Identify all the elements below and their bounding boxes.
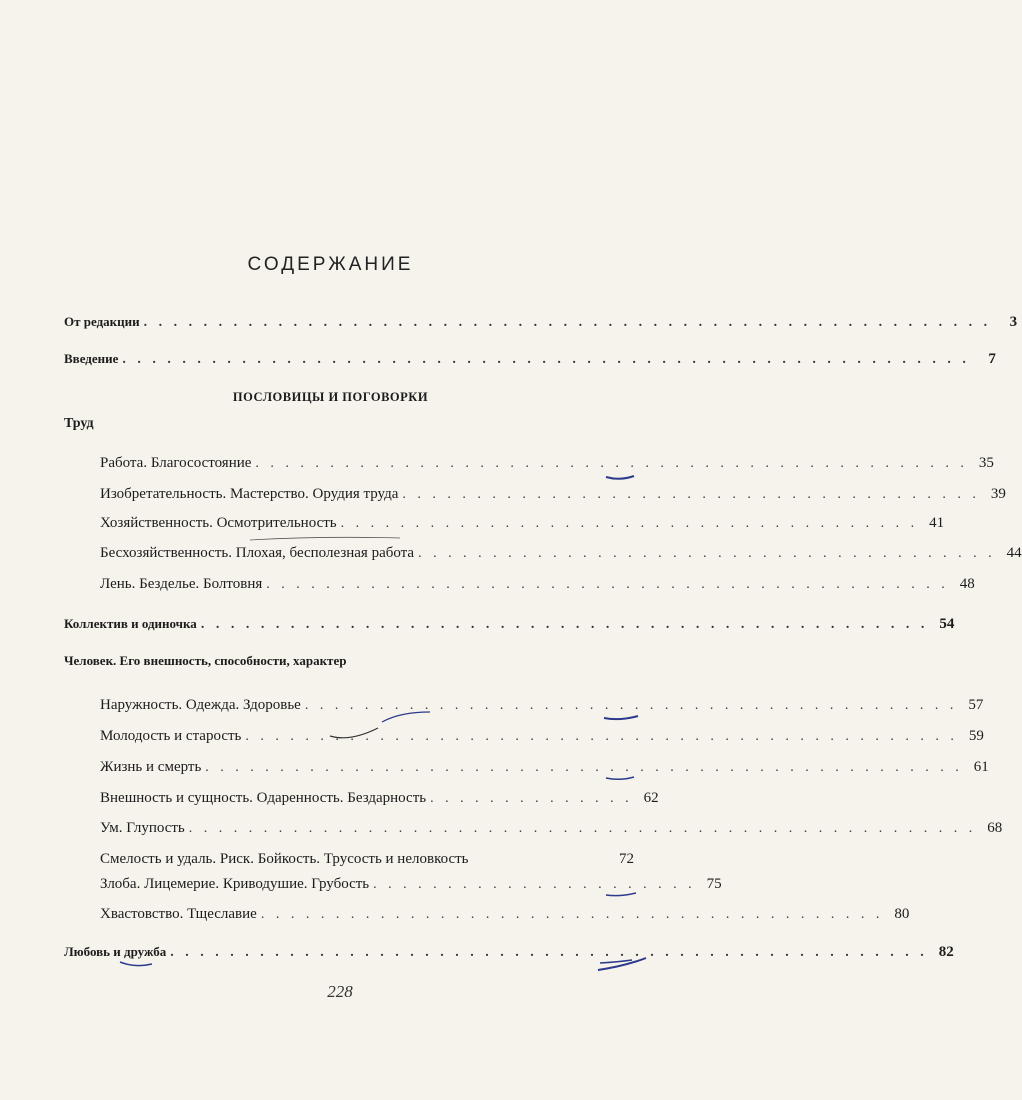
toc-entry[interactable] [64,314,1018,331]
leader-dots: . . . . . . . . . . . . . . . . . . . . . . . . . . . . . . . . . . . . . . . . . . . . . . . . . . . . . . . . . [143,315,992,330]
toc-entry-page: 82 [938,944,954,960]
toc-entry-page: 72 [619,851,634,867]
toc-entry-page: 75 [706,876,722,892]
toc-entry-label: Внешность и сущность. Одаренность. Бездарность [100,790,427,806]
leader-dots: . . . . . . . . . . . . . . . . . . . . . . . . . . . . . . . . . . . . . . . . . . . . . . . . [245,729,958,744]
toc-entry-label: Введение [64,351,119,366]
leader-dots: . . . . . . . . . . . . . . . . . . . . . . . . . . . . . . . . . . . . . . . . . . . . . . . . . [200,617,929,632]
leader-dots: . . . . . . . . . . . . . . . . . . . . . . . . . . . . . . . . . . . . . . . [402,487,980,502]
toc-entry-label: Смелость и удаль. Риск. Бойкость. Трусость и неловкость [100,851,469,867]
toc-entry[interactable] [100,728,984,745]
leader-dots: . . . . . . . . . . . . . . . . . . . . . . . . . . . . . . . . . . . . . . . [340,516,919,531]
underline-mark [606,893,636,896]
toc-entry-page: 57 [968,697,984,713]
toc-entry-page: 61 [973,759,989,775]
toc-entry-label: Изобретательность. Мастерство. Орудия труда [100,486,399,502]
toc-entry-page: 68 [987,820,1003,836]
toc-entry[interactable] [64,616,955,633]
leader-dots: . . . . . . . . . . . . . . . . . . . . . . . . . . . . . . . . . . . . . . . . . . . . . . . . . . . . . [188,821,977,836]
leader-dots: . . . . . . . . . . . . . . . . . . . . . . [373,877,696,892]
group-heading-trud: Труд [64,416,94,431]
toc-entry[interactable] [100,906,910,923]
underline-mark [606,777,634,779]
underline-mark [606,476,634,479]
toc-entry[interactable] [100,486,1006,503]
toc-entry[interactable] [100,515,945,532]
group-heading-man: Человек. Его внешность, способности, характер [64,653,347,668]
toc-entry-page: 59 [968,728,984,744]
toc-entry-label: Молодость и старость [100,728,242,744]
toc-entry-page: 39 [990,486,1006,502]
section-heading: ПОСЛОВИЦЫ И ПОГОВОРКИ [232,390,429,404]
toc-entry[interactable] [100,790,659,807]
leader-dots: . . . . . . . . . . . . . . . . . . . . . . . . . . . . . . . . . . . . . . . . . . . . . . . . . . . [170,945,928,960]
toc-entry-page: 44 [1006,545,1022,561]
toc-entry-page: 80 [894,906,910,922]
toc-entry-label: Бесхозяйственность. Плохая, бесполезная работа [100,545,415,561]
leader-dots: . . . . . . . . . . . . . . . . . . . . . . . . . . . . . . . . . . . . . . . . . . . . [304,698,958,713]
toc-entry[interactable] [100,820,1003,837]
toc-entry[interactable] [100,455,994,472]
toc-entry-page: 48 [959,576,975,592]
leader-dots: . . . . . . . . . . . . . . . . . . . . . . . . . . . . . . . . . . . . . . . . . . [260,907,884,922]
leader-dots: . . . . . . . . . . . . . . . . . . . . . . . . . . . . . . . . . . . . . . . . . . . . . . [266,577,949,592]
toc-entry-label: Лень. Безделье. Болтовня [100,576,263,592]
toc-entry-page: 35 [978,455,994,471]
toc-entry-label: Хвастовство. Тщеславие [100,906,257,922]
toc-entry-page: 3 [1009,314,1018,330]
toc-entry-label: Злоба. Лицемерие. Криводушие. Грубость [100,876,370,892]
leader-dots: . . . . . . . . . . . . . . . . . . . . . . . . . . . . . . . . . . . . . . . . . . . . . . . . . . . . . . . . . [122,352,970,367]
toc-entry[interactable] [100,576,975,593]
toc-entry-label: Наружность. Одежда. Здоровье [100,697,301,713]
page-title: СОДЕРЖАНИЕ [247,254,414,275]
toc-entry[interactable] [100,876,722,893]
toc-entry[interactable] [100,851,634,868]
leader-dots: . . . . . . . . . . . . . . . . . . . . . . . . . . . . . . . . . . . . . . . . . . . . . . . . [255,456,968,471]
toc-entry-label: Любовь и дружба [64,944,167,959]
leader-dots: . . . . . . . . . . . . . . . . . . . . . . . . . . . . . . . . . . . . . . . . . . . . . . . . . . . [205,760,963,775]
leader-dots: . . . . . . . . . . . . . . [430,791,633,806]
toc-entry[interactable] [100,759,989,776]
toc-entry[interactable] [64,944,954,961]
leader-dots: . . . . . . . . . . . . . . . . . . . . . . . . . . . . . . . . . . . . . . . [418,546,996,561]
toc-entry-label: Работа. Благосостояние [100,455,252,471]
pen-stroke [250,537,400,540]
toc-entry[interactable] [100,545,1022,562]
toc-entry[interactable] [64,351,996,368]
page-number: 228 [327,982,353,1001]
toc-entry-page: 7 [988,351,996,367]
underline-mark [604,716,638,719]
toc-entry-label: Ум. Глупость [100,820,185,836]
toc-entry-page: 54 [939,616,955,632]
toc-entry-label: От редакции [64,314,140,329]
toc-entry-label: Хозяйственность. Осмотрительность [100,515,337,531]
toc-entry[interactable] [100,697,984,714]
toc-entry-label: Жизнь и смерть [100,759,202,775]
underline-mark [120,962,152,966]
toc-entry-page: 62 [643,790,659,806]
toc-entry-label: Коллектив и одиночка [64,616,197,631]
toc-entry-page: 41 [929,515,945,531]
